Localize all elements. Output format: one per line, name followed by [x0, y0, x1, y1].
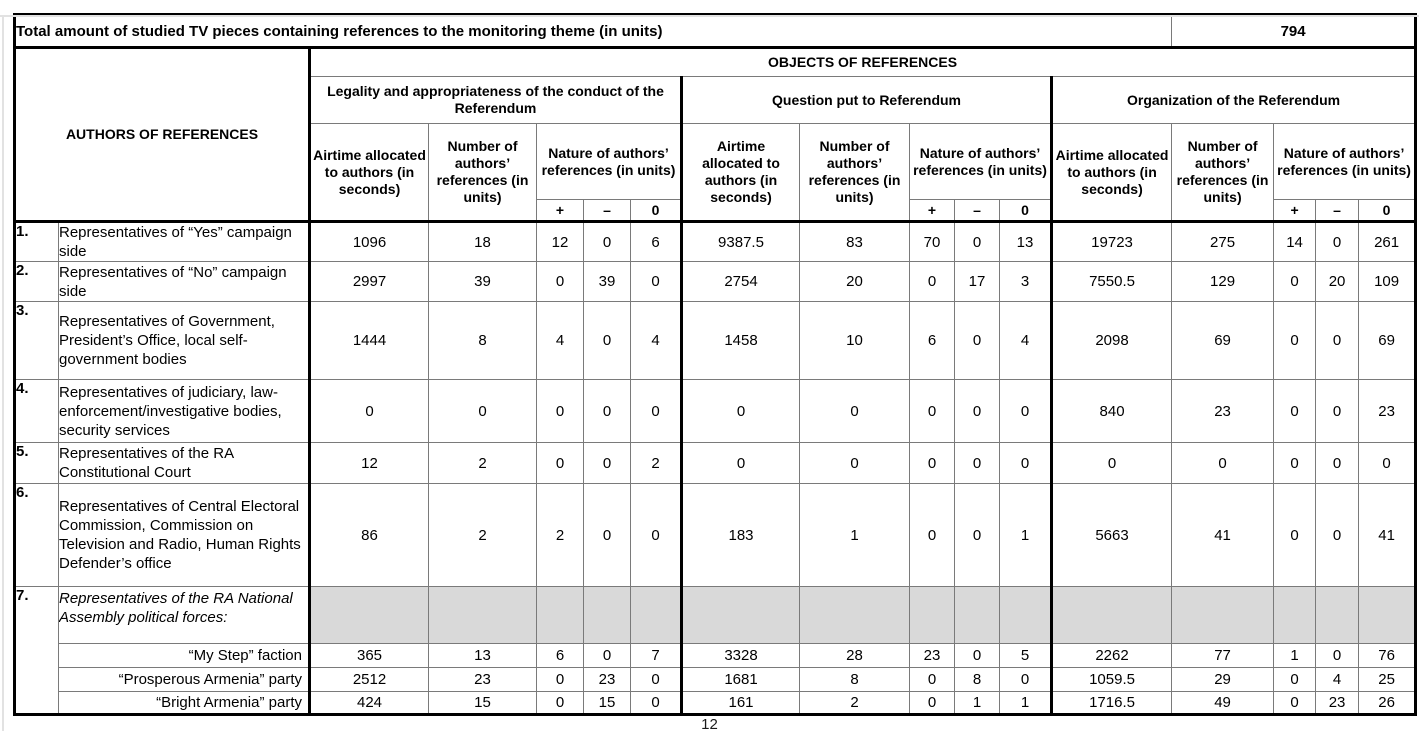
data-cell: 17	[955, 262, 1000, 302]
data-cell: 2512	[310, 668, 429, 692]
row-number: 3.	[15, 302, 59, 380]
data-cell: 41	[1359, 484, 1416, 587]
table-row	[15, 668, 1416, 692]
data-cell: 20	[1316, 262, 1359, 302]
data-cell: 76	[1359, 644, 1416, 668]
table-row	[15, 484, 1416, 587]
total-label: Total amount of studied TV pieces containing references to the monitoring theme (in units)	[15, 15, 1172, 48]
data-cell: 6	[910, 302, 955, 380]
data-cell: 5663	[1052, 484, 1172, 587]
row-number: 4.	[15, 380, 59, 443]
data-cell: 70	[910, 222, 955, 262]
objects-of-references-header: OBJECTS OF REFERENCES	[310, 48, 1416, 77]
nature-header-legality: Nature of authors’ references (in units)	[537, 124, 682, 200]
data-cell: 0	[910, 484, 955, 587]
total-value: 794	[1172, 15, 1416, 48]
data-cell: 0	[1274, 262, 1316, 302]
table-row	[15, 443, 1416, 484]
data-cell: 0	[537, 692, 584, 715]
total-row	[15, 15, 1416, 48]
data-cell: 8	[955, 668, 1000, 692]
data-cell: 0	[1274, 668, 1316, 692]
airtime-header-question: Airtime allocated to authors (in seconds)	[682, 124, 800, 222]
table-row	[15, 587, 1416, 644]
document-page	[0, 13, 1419, 731]
data-cell: 0	[1274, 692, 1316, 715]
shaded-cell	[537, 587, 584, 644]
number-header-legality: Number of authors’ references (in units)	[429, 124, 537, 222]
sign-plus-header: +	[910, 200, 955, 222]
data-cell: 0	[537, 380, 584, 443]
number-header-organization: Number of authors’ references (in units)	[1172, 124, 1274, 222]
shaded-cell	[682, 587, 800, 644]
data-cell: 2997	[310, 262, 429, 302]
data-cell: 0	[955, 644, 1000, 668]
data-cell: 0	[1274, 443, 1316, 484]
data-cell: 0	[584, 380, 631, 443]
data-cell: 6	[537, 644, 584, 668]
data-cell: 0	[1316, 380, 1359, 443]
sign-minus-header: –	[584, 200, 631, 222]
nature-header-question: Nature of authors’ references (in units)	[910, 124, 1052, 200]
row-label: Representatives of the RA Constitutional Court	[59, 443, 310, 484]
data-cell: 6	[631, 222, 682, 262]
data-cell: 275	[1172, 222, 1274, 262]
data-cell: 4	[631, 302, 682, 380]
data-cell: 23	[1316, 692, 1359, 715]
data-cell: 86	[310, 484, 429, 587]
shaded-cell	[584, 587, 631, 644]
data-cell: 109	[1359, 262, 1416, 302]
data-cell: 0	[584, 302, 631, 380]
data-cell: 0	[1052, 443, 1172, 484]
shaded-cell	[1000, 587, 1052, 644]
data-cell: 129	[1172, 262, 1274, 302]
data-cell: 13	[1000, 222, 1052, 262]
sign-plus-header: +	[1274, 200, 1316, 222]
row-label: Representatives of the RA National Assembly political forces:	[59, 587, 310, 644]
row-number: 2.	[15, 262, 59, 302]
data-cell: 0	[584, 644, 631, 668]
airtime-header-legality: Airtime allocated to authors (in seconds)	[310, 124, 429, 222]
data-cell: 2	[631, 443, 682, 484]
data-cell: 7550.5	[1052, 262, 1172, 302]
data-cell: 69	[1172, 302, 1274, 380]
monitoring-table	[13, 13, 1417, 716]
row-label: Representatives of Central Electoral Commission, Commission on Television and Radio, Human Rights Defender’s office	[59, 484, 310, 587]
table-row	[15, 222, 1416, 262]
data-cell: 13	[429, 644, 537, 668]
data-cell: 25	[1359, 668, 1416, 692]
data-cell: 424	[310, 692, 429, 715]
data-cell: 19723	[1052, 222, 1172, 262]
data-cell: 15	[429, 692, 537, 715]
row-label: Representatives of “No” campaign side	[59, 262, 310, 302]
group-header-question: Question put to Referendum	[682, 77, 1052, 124]
data-cell: 0	[1000, 380, 1052, 443]
data-cell: 5	[1000, 644, 1052, 668]
data-cell: 23	[910, 644, 955, 668]
row-number: 7.	[15, 587, 59, 715]
data-cell: 261	[1359, 222, 1416, 262]
row-number: 6.	[15, 484, 59, 587]
data-cell: 0	[800, 380, 910, 443]
data-cell: 12	[310, 443, 429, 484]
data-cell: 69	[1359, 302, 1416, 380]
row-label: “Bright Armenia” party	[59, 692, 310, 715]
data-cell: 8	[429, 302, 537, 380]
nature-header-organization: Nature of authors’ references (in units)	[1274, 124, 1416, 200]
data-cell: 0	[955, 222, 1000, 262]
data-cell: 0	[1316, 443, 1359, 484]
number-header-question: Number of authors’ references (in units)	[800, 124, 910, 222]
data-cell: 0	[1359, 443, 1416, 484]
data-cell: 4	[1000, 302, 1052, 380]
data-cell: 1096	[310, 222, 429, 262]
page-edge-top	[0, 15, 1419, 17]
data-cell: 15	[584, 692, 631, 715]
data-cell: 10	[800, 302, 910, 380]
data-cell: 0	[1316, 644, 1359, 668]
shaded-cell	[429, 587, 537, 644]
data-cell: 840	[1052, 380, 1172, 443]
data-cell: 1	[1000, 692, 1052, 715]
page-edge-left	[2, 15, 4, 731]
data-cell: 365	[310, 644, 429, 668]
data-cell: 8	[800, 668, 910, 692]
shaded-cell	[800, 587, 910, 644]
data-cell: 1	[1274, 644, 1316, 668]
table-row	[15, 302, 1416, 380]
data-cell: 0	[1316, 222, 1359, 262]
data-cell: 49	[1172, 692, 1274, 715]
data-cell: 0	[631, 380, 682, 443]
data-cell: 0	[910, 692, 955, 715]
data-cell: 3328	[682, 644, 800, 668]
group-header-legality: Legality and appropriateness of the conduct of the Referendum	[310, 77, 682, 124]
data-cell: 0	[1316, 484, 1359, 587]
data-cell: 0	[631, 484, 682, 587]
data-cell: 23	[1172, 380, 1274, 443]
data-cell: 0	[955, 380, 1000, 443]
data-cell: 1444	[310, 302, 429, 380]
data-cell: 1	[800, 484, 910, 587]
data-cell: 23	[429, 668, 537, 692]
data-cell: 26	[1359, 692, 1416, 715]
page-number: 12	[701, 716, 718, 731]
data-cell: 0	[910, 443, 955, 484]
group-header-organization: Organization of the Referendum	[1052, 77, 1416, 124]
row-label: “Prosperous Armenia” party	[59, 668, 310, 692]
table-row	[15, 644, 1416, 668]
data-cell: 29	[1172, 668, 1274, 692]
data-cell: 1	[1000, 484, 1052, 587]
table-row	[15, 380, 1416, 443]
sign-zero-header: 0	[1359, 200, 1416, 222]
data-cell: 2098	[1052, 302, 1172, 380]
shaded-cell	[1172, 587, 1274, 644]
data-cell: 0	[631, 668, 682, 692]
data-cell: 0	[1172, 443, 1274, 484]
sign-zero-header: 0	[1000, 200, 1052, 222]
data-cell: 2	[800, 692, 910, 715]
data-cell: 4	[537, 302, 584, 380]
data-cell: 0	[800, 443, 910, 484]
data-cell: 1716.5	[1052, 692, 1172, 715]
data-cell: 1458	[682, 302, 800, 380]
data-cell: 14	[1274, 222, 1316, 262]
sign-minus-header: –	[1316, 200, 1359, 222]
data-cell: 1	[955, 692, 1000, 715]
data-cell: 0	[584, 443, 631, 484]
data-cell: 0	[537, 262, 584, 302]
shaded-cell	[1359, 587, 1416, 644]
shaded-cell	[910, 587, 955, 644]
data-cell: 0	[910, 380, 955, 443]
data-cell: 39	[429, 262, 537, 302]
shaded-cell	[1052, 587, 1172, 644]
data-cell: 28	[800, 644, 910, 668]
data-cell: 0	[537, 443, 584, 484]
shaded-cell	[955, 587, 1000, 644]
table-row	[15, 262, 1416, 302]
data-cell: 0	[955, 443, 1000, 484]
data-cell: 0	[584, 222, 631, 262]
data-cell: 161	[682, 692, 800, 715]
data-cell: 9387.5	[682, 222, 800, 262]
data-cell: 41	[1172, 484, 1274, 587]
data-cell: 0	[631, 262, 682, 302]
data-cell: 2	[429, 443, 537, 484]
table-row	[15, 692, 1416, 715]
data-cell: 77	[1172, 644, 1274, 668]
data-cell: 0	[429, 380, 537, 443]
row-label: Representatives of Government, President’s Office, local self-government bodies	[59, 302, 310, 380]
sign-zero-header: 0	[631, 200, 682, 222]
data-cell: 18	[429, 222, 537, 262]
airtime-header-organization: Airtime allocated to authors (in seconds)	[1052, 124, 1172, 222]
data-cell: 20	[800, 262, 910, 302]
row-number: 1.	[15, 222, 59, 262]
data-cell: 2262	[1052, 644, 1172, 668]
sign-minus-header: –	[955, 200, 1000, 222]
data-cell: 183	[682, 484, 800, 587]
data-cell: 23	[584, 668, 631, 692]
data-cell: 0	[537, 668, 584, 692]
data-cell: 0	[1274, 484, 1316, 587]
data-cell: 2	[537, 484, 584, 587]
row-label: Representatives of judiciary, law-enforcement/investigative bodies, security services	[59, 380, 310, 443]
data-cell: 1059.5	[1052, 668, 1172, 692]
authors-of-references-header: AUTHORS OF REFERENCES	[15, 48, 310, 222]
shaded-cell	[310, 587, 429, 644]
shaded-cell	[1316, 587, 1359, 644]
data-cell: 0	[1274, 380, 1316, 443]
data-cell: 0	[910, 668, 955, 692]
data-cell: 7	[631, 644, 682, 668]
data-cell: 0	[955, 302, 1000, 380]
data-cell: 2	[429, 484, 537, 587]
row-label: Representatives of “Yes” campaign side	[59, 222, 310, 262]
data-cell: 0	[1000, 668, 1052, 692]
table-body	[15, 222, 1416, 715]
data-cell: 0	[682, 443, 800, 484]
data-cell: 83	[800, 222, 910, 262]
data-cell: 0	[310, 380, 429, 443]
data-cell: 0	[1316, 302, 1359, 380]
data-cell: 0	[682, 380, 800, 443]
shaded-cell	[631, 587, 682, 644]
data-cell: 0	[955, 484, 1000, 587]
data-cell: 3	[1000, 262, 1052, 302]
row-number: 5.	[15, 443, 59, 484]
row-label: “My Step” faction	[59, 644, 310, 668]
data-cell: 23	[1359, 380, 1416, 443]
data-cell: 0	[910, 262, 955, 302]
data-cell: 12	[537, 222, 584, 262]
data-cell: 0	[631, 692, 682, 715]
data-cell: 39	[584, 262, 631, 302]
data-cell: 0	[1000, 443, 1052, 484]
data-cell: 0	[1274, 302, 1316, 380]
data-cell: 4	[1316, 668, 1359, 692]
shaded-cell	[1274, 587, 1316, 644]
data-cell: 1681	[682, 668, 800, 692]
data-cell: 2754	[682, 262, 800, 302]
sign-plus-header: +	[537, 200, 584, 222]
data-cell: 0	[584, 484, 631, 587]
